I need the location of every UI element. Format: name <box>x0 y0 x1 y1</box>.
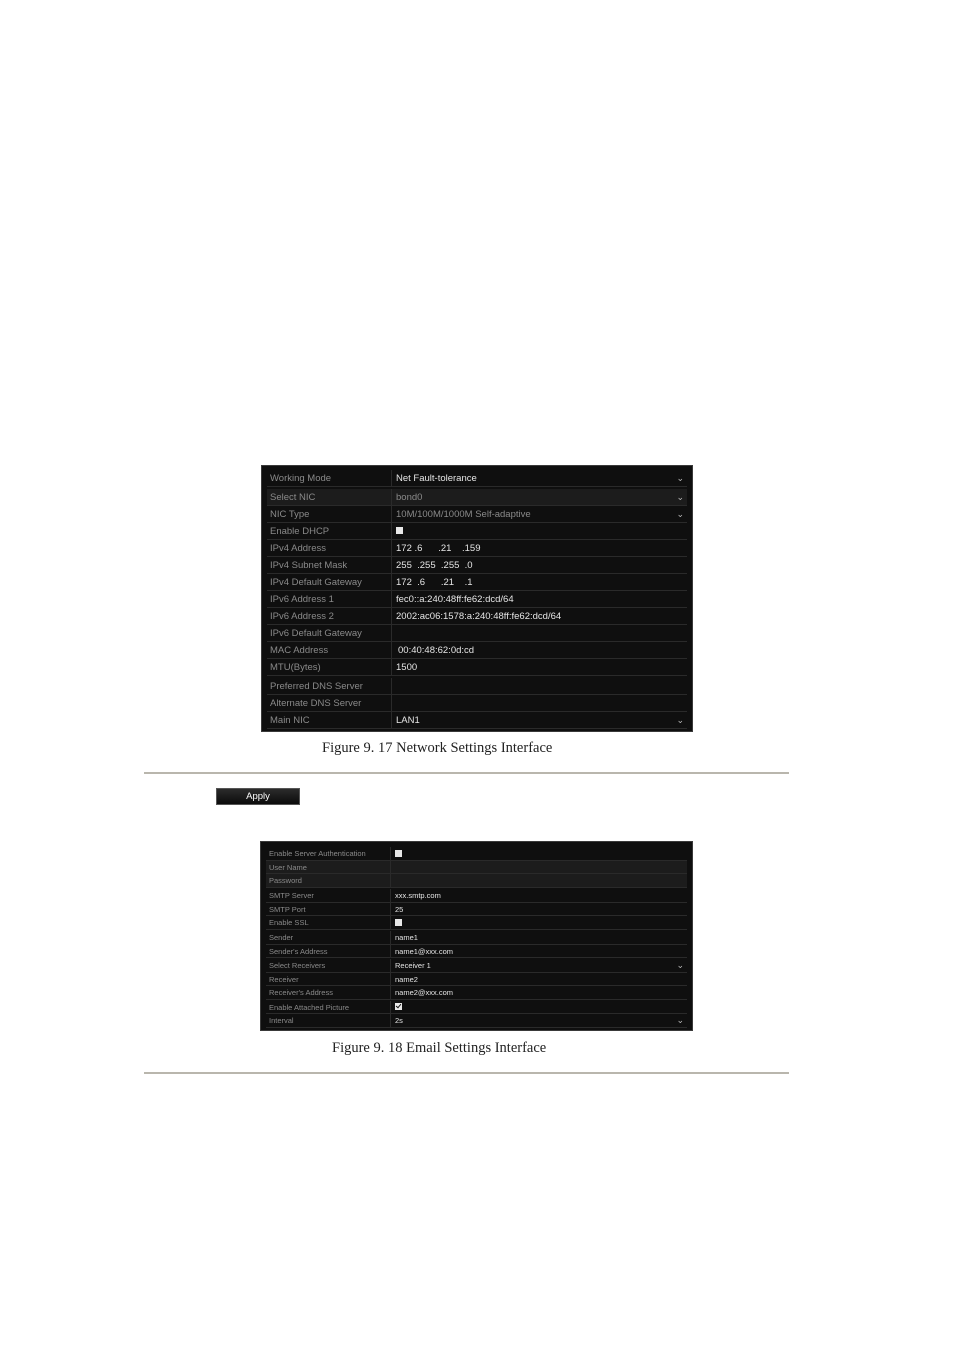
network-row[interactable] <box>267 625 687 642</box>
email-row[interactable] <box>266 1001 687 1015</box>
preferred-dns-input[interactable] <box>392 678 687 694</box>
chevron-down-icon: ⌄ <box>676 492 684 502</box>
section-divider <box>144 1072 789 1074</box>
enable-ssl-checkbox[interactable] <box>391 916 687 929</box>
network-row[interactable] <box>267 523 687 540</box>
field-label: Enable Attached Picture <box>266 1001 391 1014</box>
section-divider <box>144 772 789 774</box>
field-label: Receiver <box>266 973 391 986</box>
receiver-input[interactable]: name2 <box>395 974 418 984</box>
nic-type-select[interactable]: 10M/100M/1000M Self-adaptive ⌄ <box>392 506 687 522</box>
password-input[interactable] <box>391 874 687 887</box>
field-label: SMTP Server <box>266 889 391 902</box>
email-row[interactable] <box>266 916 687 930</box>
field-label: Enable Server Authentication <box>266 847 391 860</box>
enable-dhcp-checkbox[interactable] <box>392 523 687 539</box>
chevron-down-icon: ⌄ <box>676 715 684 725</box>
smtp-server-input[interactable]: xxx.smtp.com <box>395 891 441 900</box>
email-row[interactable] <box>266 931 687 945</box>
mac-address-value: 00:40:48:62:0d:cd <box>398 645 475 656</box>
email-row[interactable] <box>266 986 687 1000</box>
field-label: Alternate DNS Server <box>267 695 392 711</box>
chevron-down-icon: ⌄ <box>676 960 684 970</box>
checkbox-icon[interactable] <box>395 919 402 926</box>
enable-server-auth-checkbox[interactable] <box>391 847 687 860</box>
network-row[interactable] <box>267 489 687 506</box>
field-label: Password <box>266 874 391 887</box>
user-name-input[interactable] <box>391 861 687 874</box>
chevron-down-icon: ⌄ <box>676 1015 684 1025</box>
field-label: IPv6 Default Gateway <box>267 625 392 641</box>
network-row[interactable] <box>267 608 687 625</box>
figure-caption: Figure 9. 18 Email Settings Interface <box>332 1040 547 1056</box>
field-label: User Name <box>266 861 391 874</box>
receiver-address-input[interactable]: name2@xxx.com <box>395 988 454 997</box>
network-row[interactable] <box>267 678 687 695</box>
field-label: IPv4 Subnet Mask <box>267 557 392 573</box>
mtu-input[interactable]: 1500 <box>396 662 418 673</box>
working-mode-select[interactable]: Net Fault-tolerance ⌄ <box>392 470 687 486</box>
email-row[interactable] <box>266 945 687 959</box>
field-label: Sender's Address <box>266 945 391 958</box>
ipv6-address-1-input[interactable]: fec0::a:240:48ff:fe62:dcd/64 <box>396 594 514 605</box>
field-label: IPv6 Address 2 <box>267 608 392 624</box>
field-label: Enable DHCP <box>267 523 392 539</box>
figure-caption: Figure 9. 17 Network Settings Interface <box>322 740 553 756</box>
field-label: Enable SSL <box>266 916 391 929</box>
field-label: IPv6 Address 1 <box>267 591 392 607</box>
select-nic-select[interactable]: bond0 ⌄ <box>392 489 687 505</box>
interval-select[interactable]: 2s ⌄ <box>391 1014 687 1027</box>
email-row[interactable] <box>266 847 687 861</box>
email-row[interactable] <box>266 959 687 973</box>
network-settings-panel <box>261 465 693 732</box>
field-label: NIC Type <box>267 506 392 522</box>
field-label: Sender <box>266 931 391 944</box>
chevron-down-icon: ⌄ <box>676 509 684 519</box>
field-label: IPv4 Default Gateway <box>267 574 392 590</box>
enable-attached-picture-checkbox[interactable] <box>391 1001 687 1014</box>
email-row[interactable] <box>266 1014 687 1028</box>
email-row[interactable] <box>266 973 687 987</box>
ipv6-address-2-input[interactable]: 2002:ac06:1578:a:240:48ff:fe62:dcd/64 <box>396 611 562 622</box>
smtp-port-input[interactable]: 25 <box>395 904 404 914</box>
network-row[interactable] <box>267 470 687 487</box>
field-label: Interval <box>266 1014 391 1027</box>
ipv4-gateway-input[interactable]: 172 .6 .21 .1 <box>396 577 473 588</box>
field-label: Preferred DNS Server <box>267 678 392 694</box>
checkbox-checked-icon[interactable] <box>395 1003 402 1010</box>
sender-input[interactable]: name1 <box>395 933 418 942</box>
field-label: Select Receivers <box>266 959 391 972</box>
sender-address-input[interactable]: name1@xxx.com <box>395 946 454 956</box>
network-row[interactable] <box>267 642 687 659</box>
network-row[interactable] <box>267 557 687 574</box>
ipv4-address-input[interactable]: 172 .6 .21 .159 <box>396 543 481 554</box>
email-settings-panel <box>260 841 693 1031</box>
field-label: Main NIC <box>267 712 392 728</box>
field-label: IPv4 Address <box>267 540 392 556</box>
email-row[interactable] <box>266 903 687 917</box>
chevron-down-icon: ⌄ <box>676 473 684 483</box>
network-row[interactable] <box>267 574 687 591</box>
ipv6-gateway-input[interactable] <box>392 625 687 641</box>
email-row[interactable] <box>266 874 687 888</box>
ipv4-subnet-mask-input[interactable]: 255 .255 .255 .0 <box>396 560 473 571</box>
apply-button[interactable]: Apply <box>216 788 300 805</box>
checkbox-icon[interactable] <box>396 527 403 534</box>
network-row[interactable] <box>267 506 687 523</box>
field-label: Select NIC <box>267 489 392 505</box>
field-label: SMTP Port <box>266 903 391 916</box>
field-label: MTU(Bytes) <box>267 659 392 675</box>
network-row[interactable] <box>267 659 687 676</box>
network-row[interactable] <box>267 695 687 712</box>
email-row[interactable] <box>266 889 687 903</box>
alternate-dns-input[interactable] <box>392 695 687 711</box>
field-label: Receiver's Address <box>266 986 391 999</box>
network-row[interactable] <box>267 712 687 729</box>
network-row[interactable] <box>267 591 687 608</box>
email-row[interactable] <box>266 861 687 875</box>
checkbox-icon[interactable] <box>395 850 402 857</box>
network-row[interactable] <box>267 540 687 557</box>
field-label: Working Mode <box>267 470 392 486</box>
field-label: MAC Address <box>267 642 392 658</box>
select-receivers-select[interactable]: Receiver 1 ⌄ <box>391 959 687 972</box>
main-nic-select[interactable]: LAN1 ⌄ <box>392 712 687 728</box>
